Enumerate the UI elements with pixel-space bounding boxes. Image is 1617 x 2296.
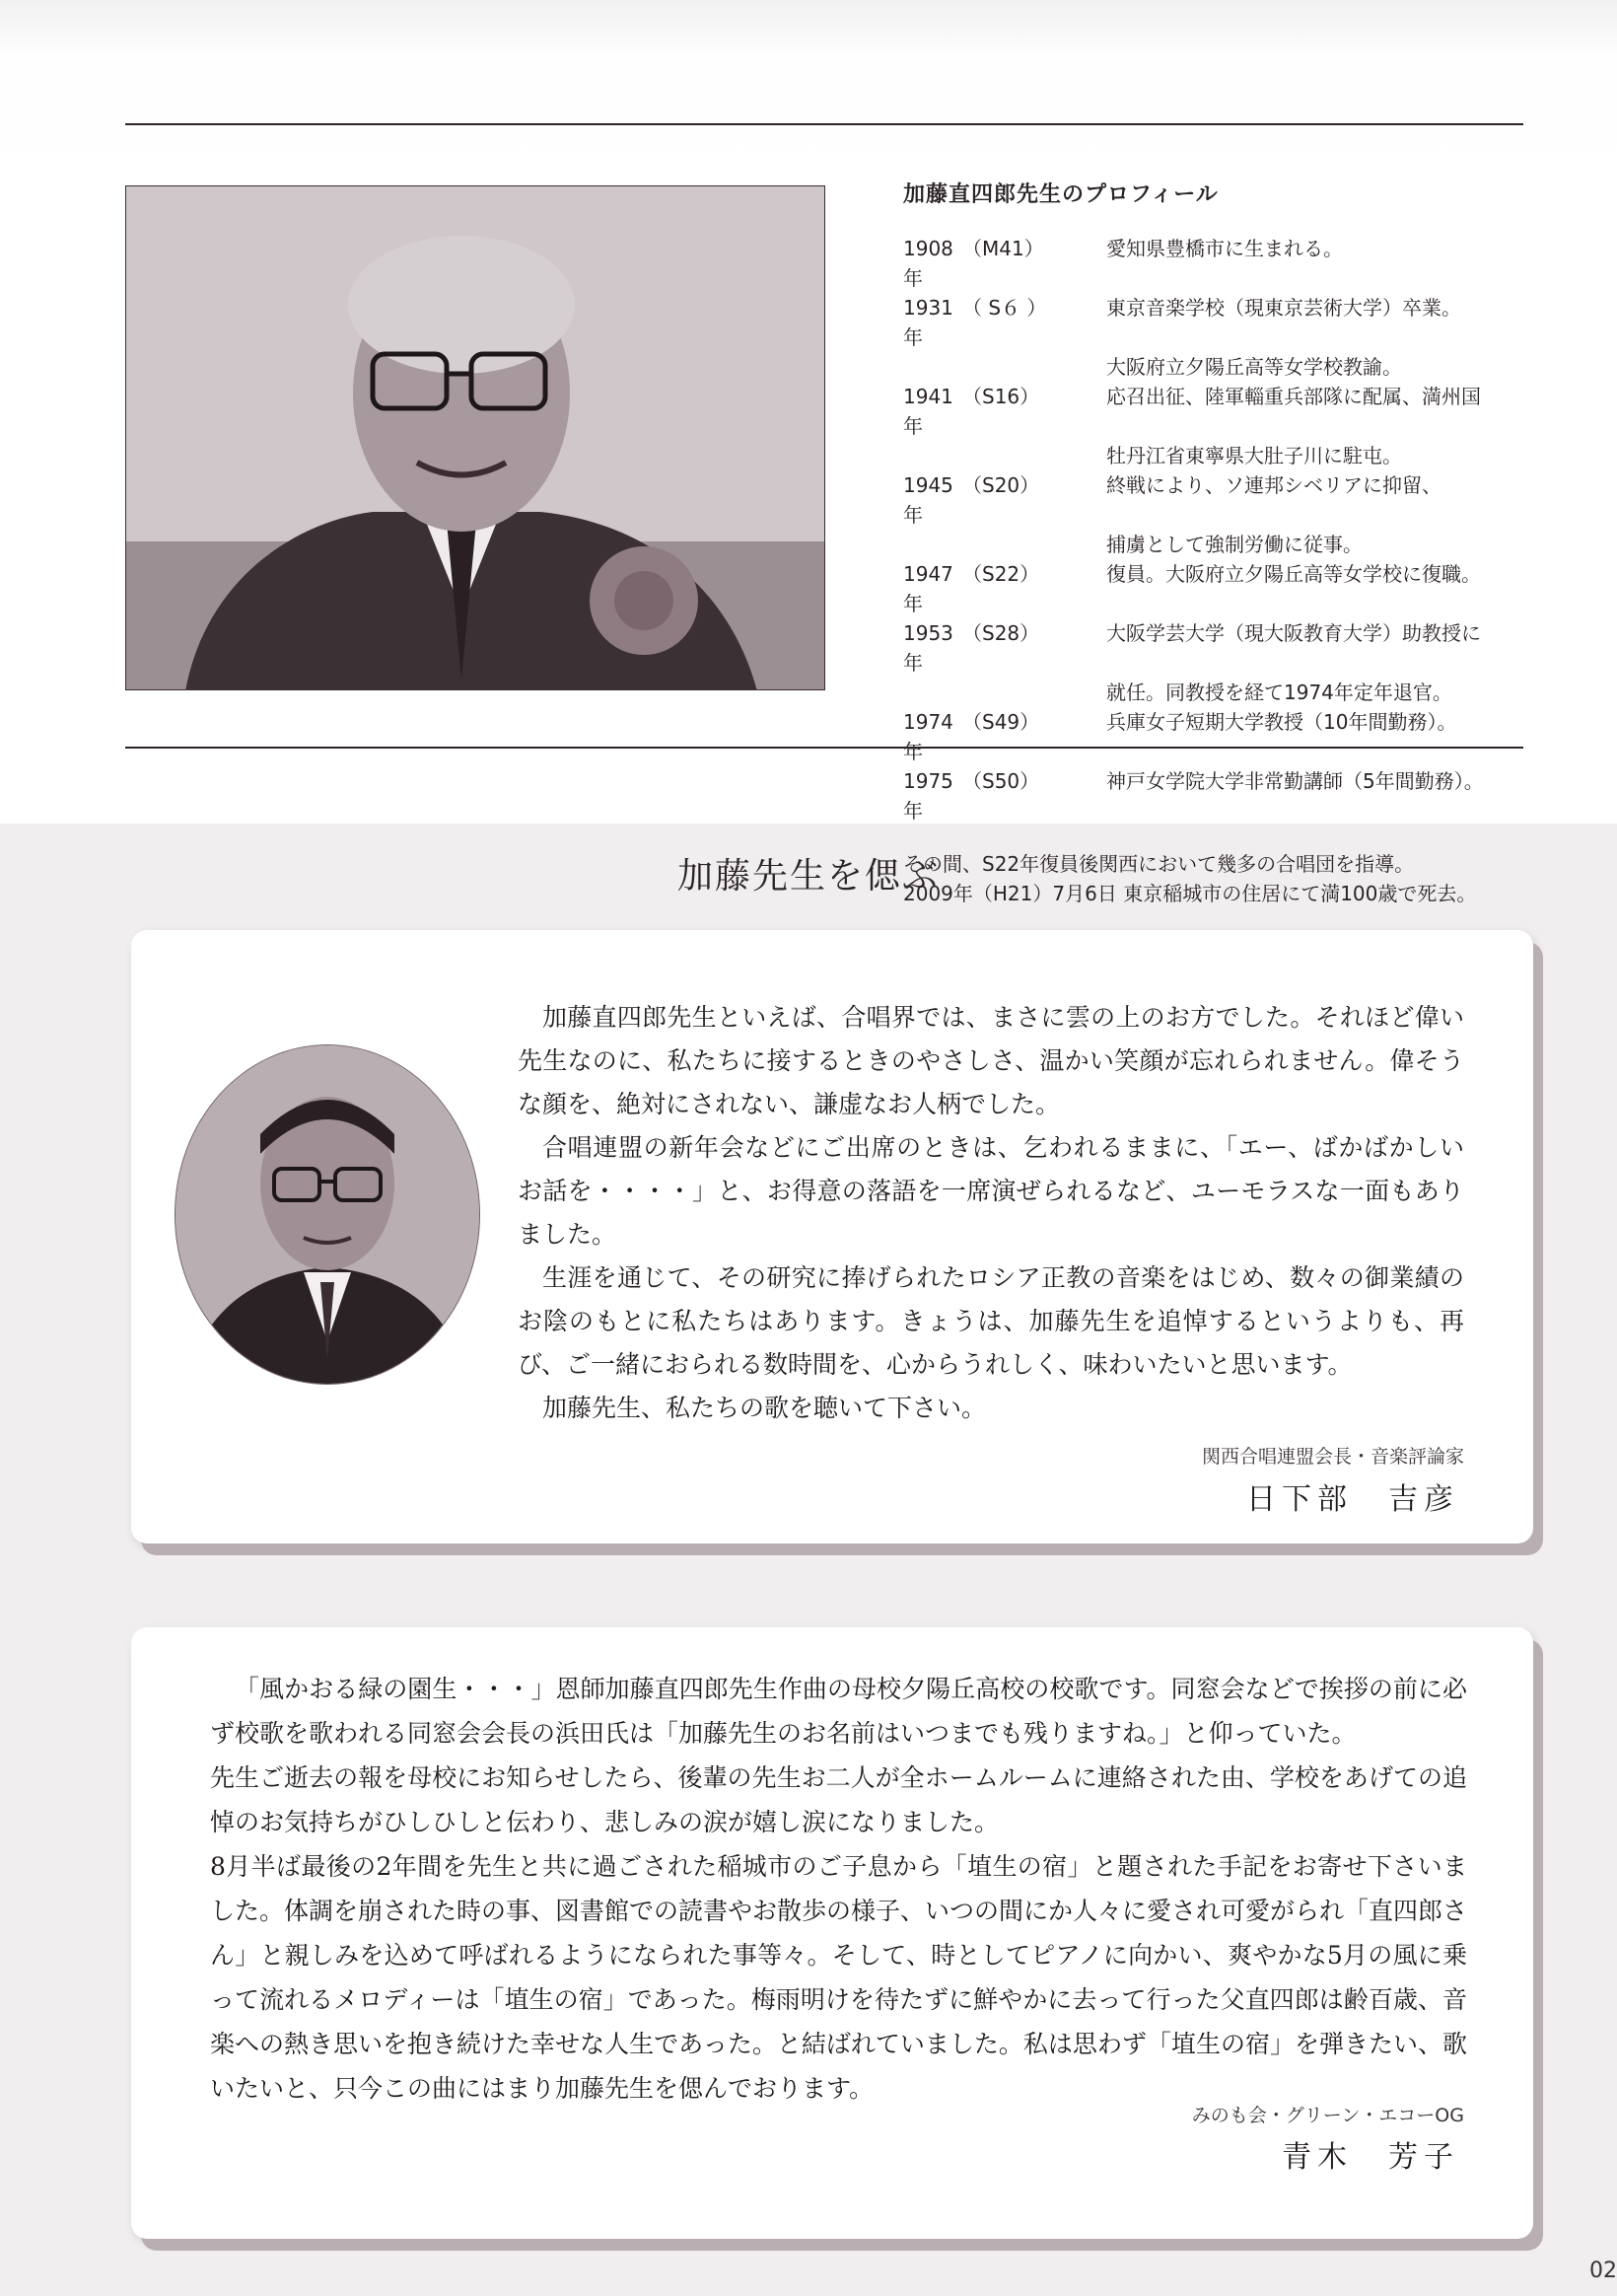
timeline-description: 復員。大阪府立夕陽丘高等女学校に復職。 <box>1106 562 1481 586</box>
tribute-2-text <box>210 1667 1467 2111</box>
page-number: 02 <box>1589 2259 1617 2283</box>
timeline-year <box>903 530 962 559</box>
profile-section <box>903 178 1544 908</box>
tribute-2-paragraph: 8月半ば最後の2年間を先生と共に過ごされた稲城市のご子息から「埴生の宿」と題された手記をお寄せ下さいました。体調を崩された時の事、図書館での読書やお散歩の様子、いつの間にか人々に愛され可愛がられ「直四郎さん」と親しみを込めて呼ばれるようになられた事等々。そして、時としてピアノに向かい、爽やかな5月の風に乗って流れるメロディーは「埴生の宿」であった。梅雨明けを待たずに鮮やかに去って行った父直四郎は齢百歳、音楽への熱き思いを抱き続けた幸せな人生であった。と結ばれていました。私は思わず「埴生の宿」を弾きたい、歌いたいと、只今この曲にはまり加藤先生を偲んでおります。 <box>210 1852 1468 2103</box>
timeline-row <box>903 707 1544 766</box>
timeline-year: 1931年 <box>903 296 953 349</box>
timeline-era: （ S６ ） <box>962 296 1047 320</box>
timeline-year: 1974年 <box>903 710 953 763</box>
timeline-row <box>903 678 1544 707</box>
profile-title: 加藤直四郎先生のプロフィール <box>903 181 1219 207</box>
tribute-2-paragraph: 「風かおる緑の園生・・・」恩師加藤直四郎先生作曲の母校夕陽丘高校の校歌です。同窓会などで挨拶の前に必ず校歌を歌われる同窓会会長の浜田氏は「加藤先生のお名前はいつまでも残りますね。」と仰っていた。 <box>210 1675 1467 1748</box>
timeline-year <box>903 441 962 470</box>
timeline-era: （S16） <box>962 385 1040 408</box>
timeline-era: （M41） <box>962 237 1044 260</box>
section-title: 加藤先生を偲ぶ <box>676 856 940 897</box>
timeline-description: 兵庫女子短期大学教授（10年間勤務）。 <box>1106 710 1457 734</box>
timeline-description: 愛知県豊橋市に生まれる。 <box>1106 237 1343 260</box>
tribute-1-paragraph: 加藤直四郎先生といえば、合唱界では、まさに雲の上のお方でした。それほど偉い先生なのに、私たちに接するときのやさしさ、温かい笑顔が忘れられません。偉そうな顔を、絶対にされない、謙虚なお人柄でした。 <box>518 1003 1464 1118</box>
timeline-description: 応召出征、陸軍輜重兵部隊に配属、満州国 <box>1106 385 1481 408</box>
top-rule <box>125 123 1523 125</box>
timeline-row <box>903 352 1544 382</box>
timeline-year <box>903 678 962 707</box>
profile-note: その間、S22年復員後関西において幾多の合唱団を指導。 <box>903 852 1415 876</box>
tribute-1-paragraph: 合唱連盟の新年会などにご出席のときは、乞われるままに、「エー、ばかばかしいお話を・・・・」と、お得意の落語を一席演ぜられるなど、ユーモラスな一面もありました。 <box>518 1133 1464 1249</box>
tribute-1-paragraph: 生涯を通じて、その研究に捧げられたロシア正教の音楽をはじめ、数々の御業績のお陰のもとに私たちはあります。きょうは、加藤先生を追悼するというよりも、再び、ご一緒におられる数時間を、心からうれしく、味わいたいと思います。 <box>518 1263 1464 1379</box>
kusakabe-portrait-photo <box>176 1045 479 1384</box>
tribute-2-author: 青木 芳子 <box>1282 2140 1459 2175</box>
timeline-era <box>962 678 1106 707</box>
timeline-era: （S28） <box>962 621 1040 645</box>
timeline-row <box>903 234 1544 293</box>
timeline-row <box>903 441 1544 470</box>
timeline-row <box>903 382 1544 441</box>
kato-portrait-illustration <box>126 186 825 690</box>
tribute-1-text <box>518 996 1464 1430</box>
tribute-1-paragraph: 加藤先生、私たちの歌を聴いて下さい。 <box>542 1394 987 1422</box>
tribute-1-affiliation: 関西合唱連盟会長・音楽評論家 <box>1201 1446 1464 1468</box>
timeline-era <box>962 441 1106 470</box>
timeline-description: 捕虜として強制労働に従事。 <box>1106 533 1363 556</box>
timeline-year: 1945年 <box>903 473 953 527</box>
timeline-year: 1947年 <box>903 562 953 615</box>
timeline-description: 牡丹江省東寧県大肚子川に駐屯。 <box>1106 444 1402 467</box>
timeline-description: 終戦により、ソ連邦シベリアに抑留、 <box>1106 473 1441 497</box>
timeline-era: （S50） <box>962 769 1040 793</box>
timeline-year: 1975年 <box>903 769 953 823</box>
timeline-row <box>903 530 1544 559</box>
timeline-year: 1941年 <box>903 385 953 438</box>
timeline-description: 神戸女学院大学非常勤講師（5年間勤務）。 <box>1106 769 1484 793</box>
profile-timeline <box>903 234 1544 825</box>
kato-portrait-photo <box>125 185 825 690</box>
tribute-1-author: 日下部 吉彦 <box>1246 1482 1459 1517</box>
timeline-era: （S20） <box>962 473 1040 497</box>
timeline-year <box>903 352 962 382</box>
timeline-year: 1908年 <box>903 237 953 290</box>
timeline-row <box>903 470 1544 530</box>
profile-note: 2009年（H21）7月6日 東京稲城市の住居にて満100歳で死去。 <box>903 882 1477 905</box>
timeline-era <box>962 352 1106 382</box>
timeline-era <box>962 530 1106 559</box>
timeline-description: 大阪学芸大学（現大阪教育大学）助教授に <box>1106 621 1481 645</box>
kusakabe-portrait-illustration <box>176 1045 479 1384</box>
timeline-row <box>903 293 1544 352</box>
timeline-description: 東京音楽学校（現東京芸術大学）卒業。 <box>1106 296 1461 320</box>
timeline-row <box>903 618 1544 678</box>
timeline-description: 大阪府立夕陽丘高等女学校教諭。 <box>1106 355 1402 379</box>
timeline-row <box>903 766 1544 825</box>
tribute-2-affiliation: みのも会・グリーン・エコーOG <box>1191 2105 1464 2126</box>
timeline-year: 1953年 <box>903 621 953 675</box>
timeline-era: （S22） <box>962 562 1040 586</box>
timeline-era: （S49） <box>962 710 1040 734</box>
timeline-row <box>903 559 1544 618</box>
tribute-2-paragraph: 先生ご逝去の報を母校にお知らせしたら、後輩の先生お二人が全ホームルームに連絡された由、学校をあげての追悼のお気持ちがひしひしと伝わり、悲しみの涙が嬉し涙になりました。 <box>210 1763 1467 1836</box>
timeline-description: 就任。同教授を経て1974年定年退官。 <box>1106 681 1452 704</box>
